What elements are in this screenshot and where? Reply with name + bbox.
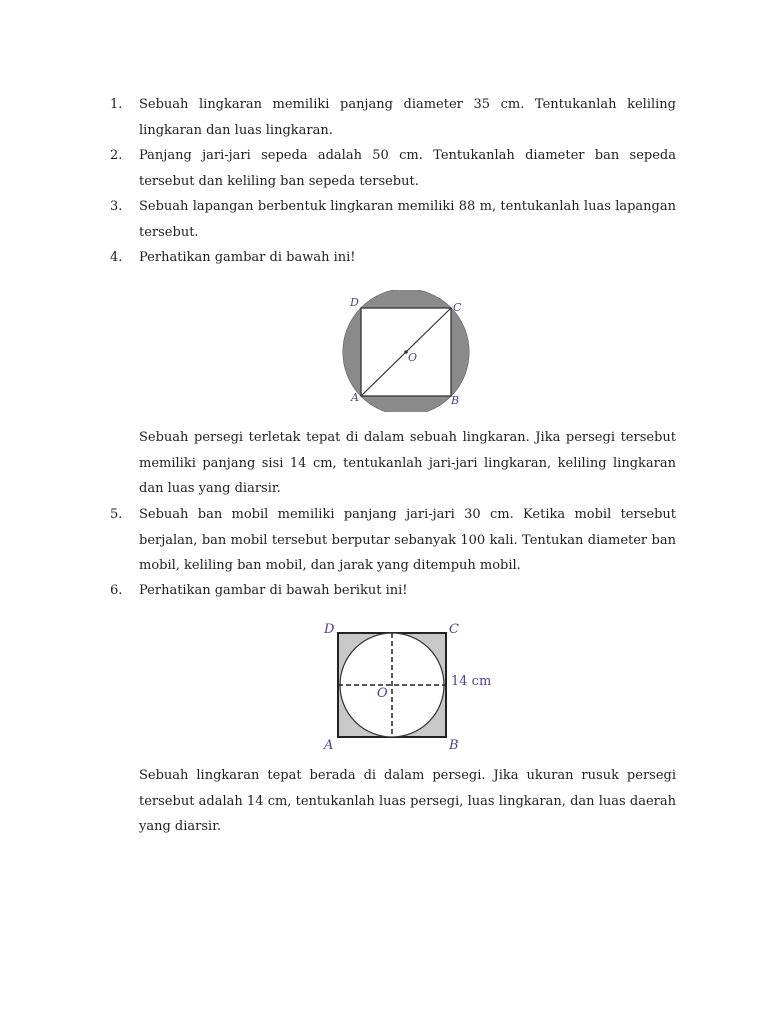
shaded-segment-top (361, 290, 451, 308)
question-3 (110, 194, 676, 245)
square-in-circle-figure (335, 290, 485, 412)
question-number: 4. (110, 250, 123, 265)
label-a: A (351, 391, 359, 404)
question-text: Panjang jari-jari sepeda adalah 50 cm. Tentukanlah diameter ban sepeda tersebut dan keliling ban sepeda tersebut. (139, 148, 676, 189)
question-text: Sebuah lingkaran memiliki panjang diameter 35 cm. Tentukanlah keliling lingkaran dan luas lingkaran. (139, 97, 676, 138)
label-c: C (453, 301, 462, 314)
question-4 (110, 245, 676, 271)
question-text: Perhatikan gambar di bawah ini! (139, 250, 356, 265)
question-6 (110, 578, 676, 604)
shaded-segment-bottom (361, 396, 451, 412)
question-text: Sebuah lapangan berbentuk lingkaran memiliki 88 m, tentukanlah luas lapangan tersebut. (139, 199, 676, 240)
question-text: Perhatikan gambar di bawah berikut ini! (139, 583, 408, 598)
label-a: A (324, 738, 334, 753)
shaded-segment-left (343, 308, 361, 396)
label-o: O (377, 686, 388, 701)
question-2 (110, 143, 676, 194)
shaded-segment-right (451, 308, 469, 396)
question-number: 2. (110, 148, 123, 163)
label-c: C (449, 622, 459, 637)
question-5 (110, 502, 676, 579)
label-b: B (451, 394, 460, 407)
question-6-description: Sebuah lingkaran tepat berada di dalam persegi. Jika ukuran rusuk persegi tersebut adalah 14 cm, tentukanlah luas persegi, luas lingkaran, dan luas daerah yang diarsir. (139, 768, 676, 835)
question-number: 1. (110, 97, 123, 112)
question-number: 5. (110, 507, 123, 522)
label-d: D (350, 296, 359, 309)
label-b: B (449, 738, 459, 753)
question-number: 3. (110, 199, 123, 214)
side-length-label: 14 cm (451, 674, 492, 689)
question-4-description: Sebuah persegi terletak tepat di dalam sebuah lingkaran. Jika persegi tersebut memiliki panjang sisi 14 cm, tentukanlah jari-jari lingkaran, keliling lingkaran dan luas yang diarsir. (139, 430, 676, 497)
question-number: 6. (110, 583, 123, 598)
question-1 (110, 92, 676, 143)
circle-in-square-figure (318, 618, 498, 756)
label-d: D (324, 622, 335, 637)
question-text: Sebuah ban mobil memiliki panjang jari-jari 30 cm. Ketika mobil tersebut berjalan, ban mobil tersebut berputar sebanyak 100 kali. Tentukan diameter ban mobil, keliling ban mobil, dan jarak yang ditempuh mobil. (139, 507, 676, 574)
label-o: O (408, 351, 418, 364)
